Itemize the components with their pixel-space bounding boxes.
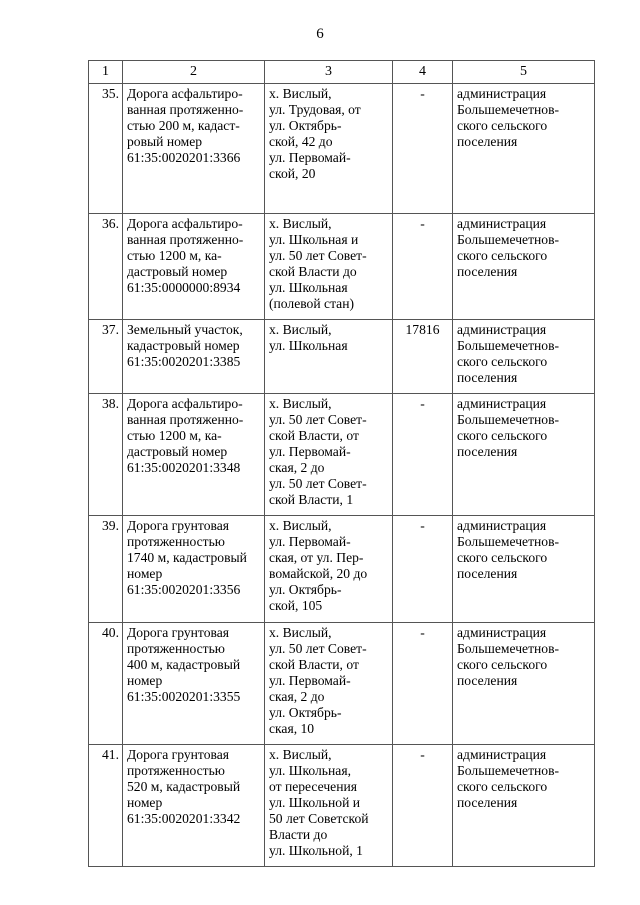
cell-line: ской, 20 <box>269 166 316 181</box>
object-owner <box>453 394 595 516</box>
cell-line: стью 1200 м, ка- <box>127 248 222 263</box>
cell-line: 61:35:0020201:3385 <box>127 354 241 369</box>
cell-line: ул. Первомай- <box>269 444 351 459</box>
object-address <box>265 394 393 516</box>
cell-line: Дорога асфальтиро- <box>127 216 243 231</box>
cell-line: 61:35:0020201:3348 <box>127 460 241 475</box>
object-owner <box>453 516 595 623</box>
object-address <box>265 745 393 867</box>
cell-line: х. Вислый, <box>269 86 332 101</box>
object-address <box>265 214 393 320</box>
cell-line: поселения <box>457 264 518 279</box>
cell-line: Большемечетнов- <box>457 232 560 247</box>
cell-line: дастровый номер <box>127 444 228 459</box>
cell-line: администрация <box>457 396 547 411</box>
cell-line: х. Вислый, <box>269 518 332 533</box>
cell-line: х. Вислый, <box>269 747 332 762</box>
object-name <box>123 745 265 867</box>
object-address <box>265 320 393 394</box>
cell-line: ул. Школьная, <box>269 763 351 778</box>
cell-line: поселения <box>457 370 518 385</box>
header-col-5: 5 <box>453 61 595 84</box>
cell-line: ул. 50 лет Совет- <box>269 412 367 427</box>
object-owner <box>453 320 595 394</box>
object-address <box>265 623 393 745</box>
cell-line: ул. Школьная <box>269 280 348 295</box>
cell-line: стью 200 м, кадаст- <box>127 118 240 133</box>
cell-line: Дорога асфальтиро- <box>127 396 243 411</box>
cell-line: администрация <box>457 86 547 101</box>
cell-line: ского сельского <box>457 118 548 133</box>
object-name <box>123 516 265 623</box>
object-name <box>123 84 265 214</box>
object-name <box>123 214 265 320</box>
object-area: 17816 <box>393 320 453 394</box>
cell-line: поселения <box>457 444 518 459</box>
cell-line: ул. Первомай- <box>269 534 351 549</box>
table-body <box>89 84 595 867</box>
cell-line: Дорога грунтовая <box>127 625 230 640</box>
cell-line: 61:35:0020201:3342 <box>127 811 241 826</box>
cell-line: Дорога грунтовая <box>127 747 230 762</box>
cell-line: ского сельского <box>457 428 548 443</box>
cell-line: ул. Первомай- <box>269 150 351 165</box>
object-name <box>123 320 265 394</box>
table-row <box>89 623 595 745</box>
cell-line: ского сельского <box>457 354 548 369</box>
cell-line: администрация <box>457 216 547 231</box>
row-number: 36. <box>89 214 123 320</box>
cell-line: ской Власти, от <box>269 657 359 672</box>
cell-line: Большемечетнов- <box>457 763 560 778</box>
cell-line: ской Власти, 1 <box>269 492 354 507</box>
row-number: 38. <box>89 394 123 516</box>
cell-line: Земельный участок, <box>127 322 243 337</box>
cell-line: ул. Школьная и <box>269 232 359 247</box>
table-row <box>89 320 595 394</box>
cell-line: кадастровый номер <box>127 338 240 353</box>
cell-line: ровый номер <box>127 134 203 149</box>
cell-line: ская, 2 до <box>269 689 325 704</box>
cell-line: ул. Октябрь- <box>269 118 342 133</box>
cell-line: ской, 42 до <box>269 134 333 149</box>
row-number: 40. <box>89 623 123 745</box>
object-area: - <box>393 745 453 867</box>
cell-line: Большемечетнов- <box>457 338 560 353</box>
cell-line: ского сельского <box>457 248 548 263</box>
object-name <box>123 394 265 516</box>
cell-line: ул. 50 лет Совет- <box>269 641 367 656</box>
table-row <box>89 516 595 623</box>
cell-line: ской Власти до <box>269 264 357 279</box>
object-address <box>265 84 393 214</box>
table-row <box>89 214 595 320</box>
object-area: - <box>393 516 453 623</box>
object-owner <box>453 745 595 867</box>
cell-line: поселения <box>457 673 518 688</box>
cell-line: ская, от ул. Пер- <box>269 550 364 565</box>
object-owner <box>453 623 595 745</box>
cell-line: ул. 50 лет Совет- <box>269 476 367 491</box>
cell-line: номер <box>127 673 163 688</box>
cell-line: ванная протяженно- <box>127 412 244 427</box>
object-area: - <box>393 84 453 214</box>
cell-line: ского сельского <box>457 550 548 565</box>
row-number: 39. <box>89 516 123 623</box>
cell-line: поселения <box>457 134 518 149</box>
cell-line: протяженностью <box>127 534 225 549</box>
cell-line: поселения <box>457 795 518 810</box>
cell-line: дастровый номер <box>127 264 228 279</box>
cell-line: ской Власти, от <box>269 428 359 443</box>
header-col-2: 2 <box>123 61 265 84</box>
cell-line: х. Вислый, <box>269 396 332 411</box>
cell-line: Большемечетнов- <box>457 412 560 427</box>
cell-line: 61:35:0020201:3356 <box>127 582 241 597</box>
object-name <box>123 623 265 745</box>
cell-line: 50 лет Советской <box>269 811 369 826</box>
cell-line: х. Вислый, <box>269 625 332 640</box>
cell-line: ская, 10 <box>269 721 315 736</box>
table-row <box>89 394 595 516</box>
cell-line: 1740 м, кадастровый <box>127 550 247 565</box>
table-row <box>89 84 595 214</box>
cell-line: 400 м, кадастровый <box>127 657 241 672</box>
cell-line: ванная протяженно- <box>127 102 244 117</box>
cell-line: ского сельского <box>457 779 548 794</box>
cell-line: администрация <box>457 518 547 533</box>
cell-line: ул. 50 лет Совет- <box>269 248 367 263</box>
cell-line: администрация <box>457 322 547 337</box>
cell-line: 61:35:0020201:3355 <box>127 689 241 704</box>
header-col-1: 1 <box>89 61 123 84</box>
cell-line: х. Вислый, <box>269 216 332 231</box>
header-col-3: 3 <box>265 61 393 84</box>
cell-line: ул. Трудовая, от <box>269 102 361 117</box>
property-table <box>88 60 595 867</box>
object-owner <box>453 84 595 214</box>
cell-line: ванная протяженно- <box>127 232 244 247</box>
cell-line: протяженностью <box>127 763 225 778</box>
cell-line: Власти до <box>269 827 328 842</box>
cell-line: стью 1200 м, ка- <box>127 428 222 443</box>
object-owner <box>453 214 595 320</box>
object-address <box>265 516 393 623</box>
cell-line: вомайской, 20 до <box>269 566 368 581</box>
table-row <box>89 745 595 867</box>
cell-line: Дорога асфальтиро- <box>127 86 243 101</box>
page-number: 6 <box>316 26 324 42</box>
cell-line: 61:35:0020201:3366 <box>127 150 241 165</box>
cell-line: ской, 105 <box>269 598 323 613</box>
row-number: 37. <box>89 320 123 394</box>
cell-line: ул. Первомай- <box>269 673 351 688</box>
cell-line: 61:35:0000000:8934 <box>127 280 241 295</box>
row-number: 41. <box>89 745 123 867</box>
table-header-row <box>89 61 595 84</box>
cell-line: (полевой стан) <box>269 296 355 311</box>
cell-line: ского сельского <box>457 657 548 672</box>
cell-line: номер <box>127 566 163 581</box>
cell-line: ул. Школьной и <box>269 795 361 810</box>
cell-line: х. Вислый, <box>269 322 332 337</box>
header-col-4: 4 <box>393 61 453 84</box>
object-area: - <box>393 394 453 516</box>
row-number: 35. <box>89 84 123 214</box>
cell-line: администрация <box>457 747 547 762</box>
cell-line: Дорога грунтовая <box>127 518 230 533</box>
cell-line: поселения <box>457 566 518 581</box>
cell-line: ул. Школьной, 1 <box>269 843 363 858</box>
cell-line: администрация <box>457 625 547 640</box>
cell-line: ская, 2 до <box>269 460 325 475</box>
cell-line: ул. Октябрь- <box>269 582 342 597</box>
cell-line: от пересечения <box>269 779 358 794</box>
object-area: - <box>393 623 453 745</box>
cell-line: протяженностью <box>127 641 225 656</box>
cell-line: Большемечетнов- <box>457 534 560 549</box>
object-area: - <box>393 214 453 320</box>
cell-line: 520 м, кадастровый <box>127 779 241 794</box>
cell-line: Большемечетнов- <box>457 102 560 117</box>
cell-line: ул. Октябрь- <box>269 705 342 720</box>
cell-line: номер <box>127 795 163 810</box>
cell-line: ул. Школьная <box>269 338 348 353</box>
cell-line: Большемечетнов- <box>457 641 560 656</box>
